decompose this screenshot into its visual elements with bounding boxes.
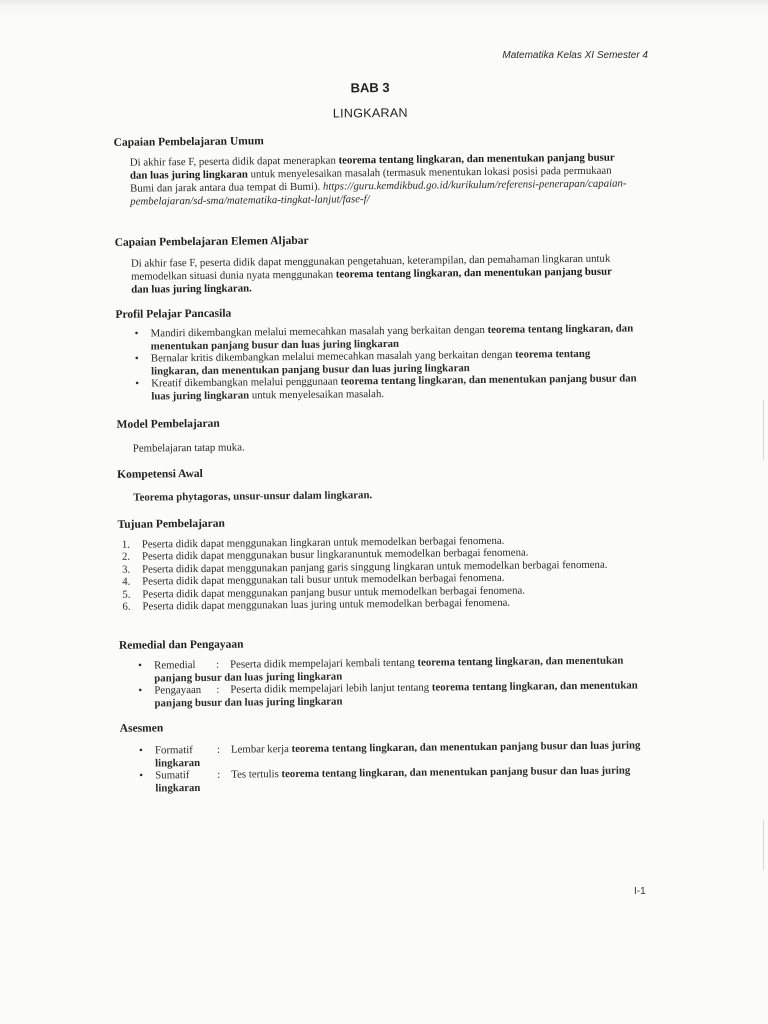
scan-edge-mark: [763, 400, 764, 460]
section-heading-asesmen: Asesmen: [119, 722, 164, 735]
capaian-umum-text: Di akhir fase F, peserta didik dapat menerapkan: [129, 154, 339, 169]
list-item: • Formatif : Lembar kerja teorema tentang lingkaran, dan menentukan panjang busur dan luas juring lingkaran: [127, 739, 642, 770]
chapter-number: BAB 3: [350, 79, 390, 96]
reference-link[interactable]: https://guru.kemdikbud.go.id/kurikulum/referensi-penerapan/capaian-pembelajaran/sd-sma/matematika-tingkat-lanjut/fase-f/: [130, 177, 627, 208]
list-item: 6. Peserta didik dapat menggunakan luas juring untuk memodelkan berbagai fenomena.: [122, 596, 511, 613]
list-item: 1. Peserta didik dapat menggunakan lingkaran untuk memodelkan berbagai fenomena.: [121, 534, 505, 551]
list-item: • Kreatif dikembangkan melalui penggunaan teorema tentang lingkaran, dan menentukan panjang busur dan luas juring lingkaran untuk menyelesaikan masalah.: [123, 373, 638, 404]
capaian-umum-text-2: untuk menyelesaikan masalah (termasuk menentukan lokasi posisi pada permukaan Bumi dan jarak antara dua tempat di Bumi).: [130, 164, 612, 195]
list-item: 4. Peserta didik dapat menggunakan tali busur untuk memodelkan berbagai fenomena.: [122, 571, 505, 588]
page-number: I-1: [634, 886, 646, 897]
capaian-umum-bold: teorema tentang lingkaran, dan menentukan panjang busur dan luas juring lingkaran: [129, 151, 615, 182]
section-heading-model: Model Pembelajaran: [116, 417, 220, 431]
section-heading-profil: Profil Pelajar Pancasila: [115, 307, 232, 321]
section-heading-kompetensi: Kompetensi Awal: [117, 467, 203, 481]
chapter-title: LINGKARAN: [332, 105, 408, 121]
section-heading-capaian-elemen: Capaian Pembelajaran Elemen Aljabar: [114, 234, 309, 249]
tujuan-list: [118, 533, 639, 613]
section-heading-remedial: Remedial dan Pengayaan: [118, 638, 244, 652]
section-heading-tujuan: Tujuan Pembelajaran: [117, 517, 225, 531]
list-item: • Sumatif : Tes tertulis teorema tentang lingkaran, dan menentukan panjang busur dan luas juring lingkaran: [127, 765, 642, 796]
capaian-elemen-paragraph: [131, 252, 631, 296]
section-heading-capaian-umum: Capaian Pembelajaran Umum: [113, 135, 264, 149]
model-text: Pembelajaran tatap muka.: [132, 441, 245, 455]
list-item: 2. Peserta didik dapat menggunakan busur lingkaranuntuk memodelkan berbagai fenomena.: [121, 546, 529, 564]
capaian-umum-paragraph: [130, 151, 631, 208]
capaian-elemen-text: Di akhir fase F, peserta didik dapat menggunakan pengetahuan, keterampilan, dan pemahaman lingkaran untuk memodelkan situasi dunia nyata menggunakan: [130, 252, 611, 283]
asesmen-list: [127, 739, 642, 795]
scan-edge-mark: [763, 820, 764, 870]
list-item: • Mandiri dikembangkan melalui memecahkan masalah yang berkaitan dengan teorema tentang lingkaran, dan menentukan panjang busur dan luas juring lingkaran: [123, 322, 638, 353]
list-item: • Remedial : Peserta didik mempelajari kembali tentang teorema tentang lingkaran, dan menentukan panjang busur dan luas juring lingkaran: [126, 654, 641, 685]
list-item: 3. Peserta didik dapat menggunakan panjang garis singgung lingkaran untuk memodelkan berbagai fenomena.: [122, 558, 608, 576]
list-item: 5. Peserta didik dapat menggunakan panjang busur untuk memodelkan berbagai fenomena.: [122, 584, 525, 601]
capaian-elemen-bold: teorema tentang lingkaran, dan menentukan panjang busur dan luas juring lingkaran.: [131, 265, 612, 296]
remedial-list: [126, 654, 641, 710]
list-item: • Bernalar kritis dikembangkan melalui memecahkan masalah yang berkaitan dengan teorema tentang lingkaran, dan menentukan panjang busur dan luas juring lingkaran: [123, 348, 638, 379]
list-item: • Pengayaan : Peserta didik mempelajari lebih lanjut tentang teorema tentang lingkaran, dan menentukan panjang busur dan luas juring lingkaran: [126, 680, 641, 711]
kompetensi-text: Teorema phytagoras, unsur-unsur dalam lingkaran.: [133, 489, 373, 504]
profil-list: [123, 322, 639, 403]
running-header: Matematika Kelas XI Semester 4: [502, 50, 648, 61]
